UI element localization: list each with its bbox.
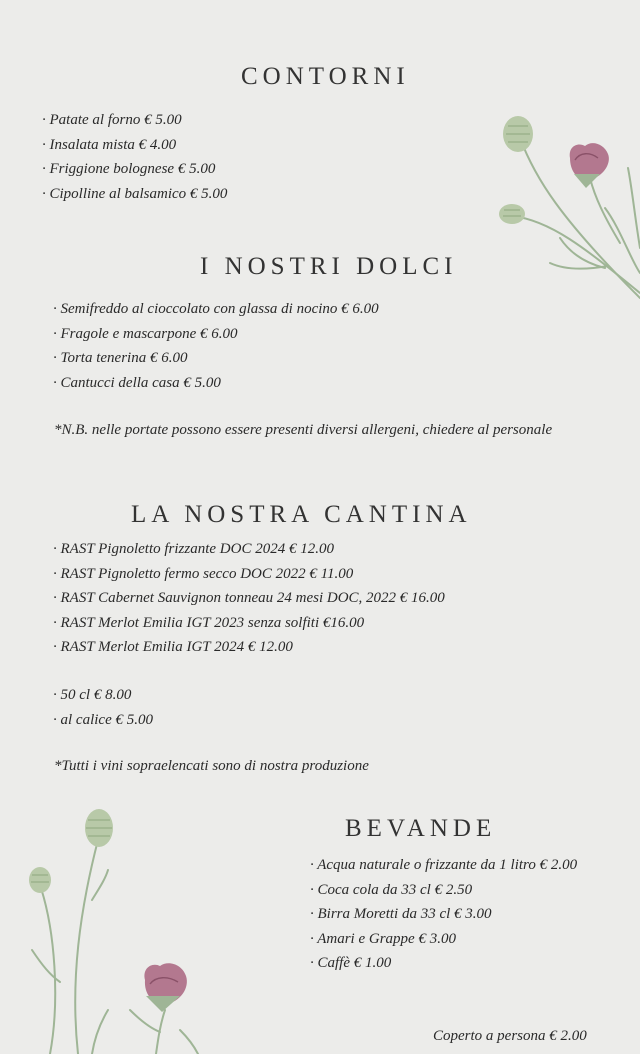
allergen-note: *N.B. nelle portate possono essere presenti diversi allergeni, chiedere al personale [54, 422, 553, 438]
contorni-list [42, 108, 227, 206]
list-item: · Amari e Grappe € 3.00 [310, 930, 456, 947]
list-item: · RAST Merlot Emilia IGT 2024 € 12.00 [53, 639, 293, 655]
list-item: · RAST Merlot Emilia IGT 2023 senza solfiti €16.00 [53, 614, 365, 631]
wine-production-note: *Tutti i vini sopraelencati sono di nostra produzione [54, 758, 369, 774]
list-item: · al calice € 5.00 [53, 711, 153, 728]
flower-illustration-top [490, 108, 640, 323]
list-item: · Coca cola da 33 cl € 2.50 [310, 881, 473, 898]
flower-head-icon [570, 143, 609, 188]
cantina-list [53, 537, 445, 660]
section-title-bevande: BEVANDE [345, 815, 497, 842]
flower-illustration-bottom [20, 800, 210, 1054]
list-item: · RAST Pignoletto fermo secco DOC 2022 € 11.00 [53, 565, 354, 582]
list-item: · Torta tenerina € 6.00 [53, 350, 188, 366]
list-item: · Semifreddo al cioccolato con glassa di nocino € 6.00 [53, 301, 379, 317]
dolci-list [53, 297, 379, 395]
list-item: · Birra Moretti da 33 cl € 3.00 [310, 906, 492, 922]
list-item: · 50 cl € 8.00 [53, 687, 132, 703]
list-item: · Patate al forno € 5.00 [42, 112, 182, 128]
list-item: · Insalata mista € 4.00 [42, 136, 177, 153]
list-item: · Fragole e mascarpone € 6.00 [53, 325, 238, 342]
list-item: · Caffè € 1.00 [310, 955, 392, 971]
list-item: · Cantucci della casa € 5.00 [53, 374, 221, 391]
list-item: · RAST Cabernet Sauvignon tonneau 24 mesi DOC, 2022 € 16.00 [53, 590, 445, 606]
list-item: · Acqua naturale o frizzante da 1 litro € 2.00 [310, 857, 578, 873]
wine-format-list [53, 683, 153, 732]
list-item: · RAST Pignoletto frizzante DOC 2024 € 12.00 [53, 541, 334, 557]
bevande-list [310, 853, 577, 976]
section-title-cantina: LA NOSTRA CANTINA [131, 501, 472, 528]
list-item: · Friggione bolognese € 5.00 [42, 161, 216, 177]
list-item: · Cipolline al balsamico € 5.00 [42, 185, 228, 202]
section-title-dolci: I NOSTRI DOLCI [200, 253, 458, 280]
bud-icon [85, 809, 113, 847]
bud-icon [503, 116, 533, 152]
cover-charge: Coperto a persona € 2.00 [433, 1028, 587, 1044]
section-title-contorni: CONTORNI [241, 63, 410, 90]
flower-head-icon [144, 963, 186, 1012]
